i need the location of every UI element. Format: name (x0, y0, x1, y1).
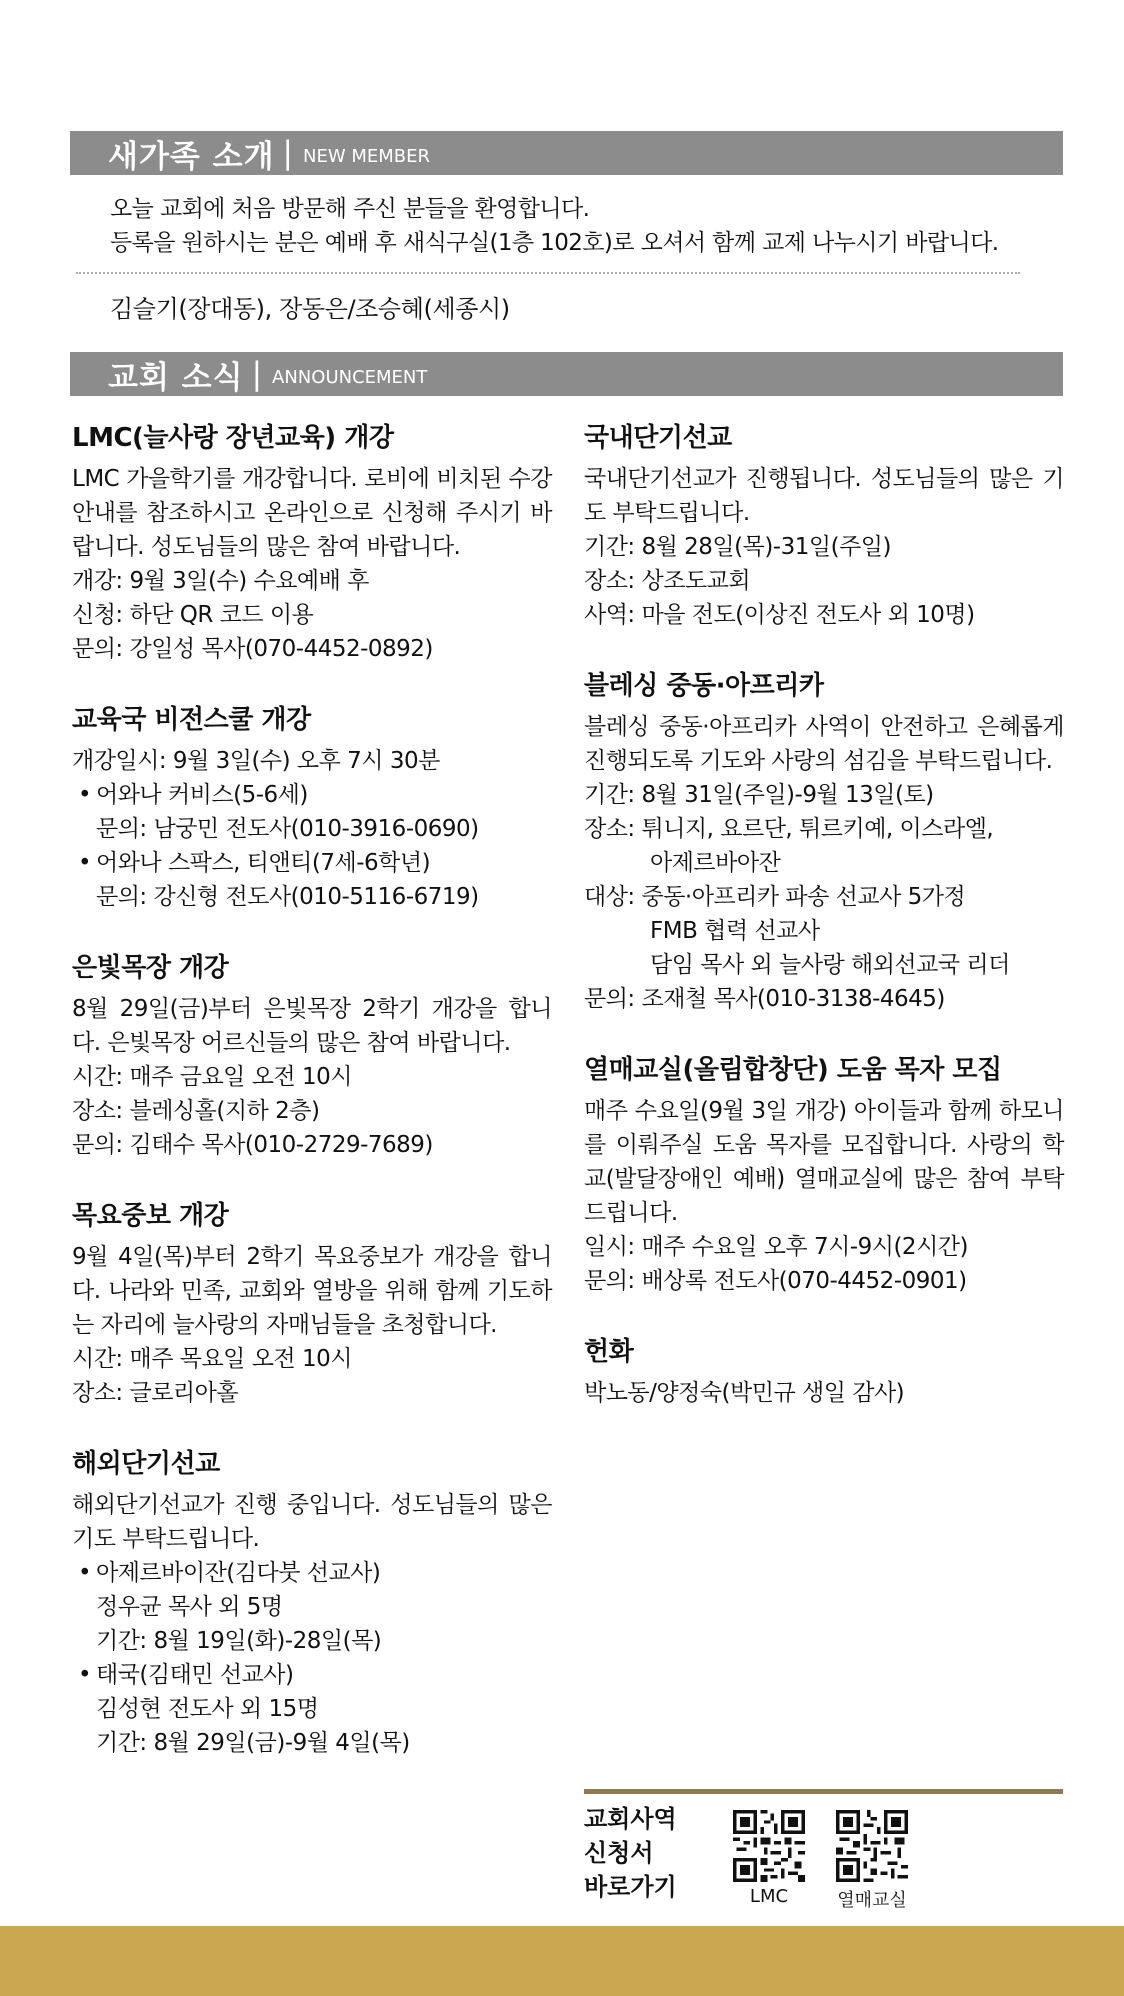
qr-caption: LMC (749, 1886, 789, 1907)
qr-code-icon[interactable] (733, 1810, 805, 1882)
blessing-body: 블레싱 중동·아프리카 사역이 안전하고 은혜롭게 진행되도록 기도와 사랑의 섬김을 부탁드립니다. (584, 714, 1064, 774)
lmc-apply: 신청: 하단 QR 코드 이용 (72, 602, 314, 628)
vision-school-contact: 문의: 남궁민 전도사(010-3916-0690) (96, 816, 479, 842)
domestic-work: 사역: 마을 전도(이상진 전도사 외 10명) (584, 602, 975, 628)
announcement-header (70, 352, 1063, 396)
vision-school-title: 교육국 비전스쿨 개강 (72, 705, 311, 735)
dotted-divider (76, 272, 1020, 274)
announcement-title: 교회 소식 (108, 359, 244, 396)
footer-band (0, 1926, 1124, 1996)
blessing-target-cont: FMB 협력 선교사 (650, 918, 820, 944)
lmc-start: 개강: 9월 3일(수) 수요예배 후 (72, 568, 369, 594)
blessing-contact: 문의: 조재철 목사(010-3138-4645) (584, 986, 945, 1012)
thursday-prayer-notice (72, 1196, 552, 1410)
fruit-class-schedule: 일시: 매주 수요일 오후 7시-9시(2시간) (584, 1234, 968, 1260)
blessing-target-cont: 담임 목사 외 늘사랑 해외선교국 리더 (650, 952, 1010, 978)
qr-label-line: 신청서 (584, 1839, 654, 1867)
fruit-class-title: 열매교실(올림합창단) 도움 목자 모집 (584, 1055, 1002, 1085)
header-separator: | (251, 356, 263, 392)
silver-place: 장소: 블레싱홀(지하 2층) (72, 1098, 320, 1124)
new-member-title-en: NEW MEMBER (302, 145, 431, 167)
blessing-notice (584, 666, 1064, 1016)
left-column (72, 418, 552, 1794)
qr-label (584, 1802, 694, 1904)
domestic-mission-notice (584, 418, 1064, 632)
header-separator: | (282, 135, 293, 171)
thursday-prayer-title: 목요중보 개강 (72, 1201, 229, 1231)
announcement-title-en: ANNOUNCEMENT (272, 366, 428, 388)
domestic-place: 장소: 상조도교회 (584, 568, 751, 594)
overseas-team-members: 정우균 목사 외 5명 (96, 1594, 283, 1620)
blessing-place: 장소: 튀니지, 요르단, 튀르키예, 이스라엘, (584, 816, 994, 842)
overseas-title: 해외단기선교 (72, 1449, 220, 1479)
domestic-title: 국내단기선교 (584, 423, 732, 453)
new-member-title: 새가족 소개 (108, 138, 275, 175)
blessing-place-cont: 아제르바아잔 (650, 850, 781, 876)
offering-title: 헌화 (584, 1337, 634, 1367)
register-text: 등록을 원하시는 분은 예배 후 새식구실(1층 102호)로 오셔서 함께 교제 나누시기 바랍니다. (110, 230, 999, 256)
qr-code-icon[interactable] (836, 1810, 908, 1882)
offering-body: 박노동/양정숙(박민규 생일 감사) (584, 1380, 905, 1406)
welcome-text: 오늘 교회에 처음 방문해 주신 분들을 환영합니다. (110, 196, 590, 222)
blessing-title: 블레싱 중동·아프리카 (584, 671, 824, 701)
overseas-team: • 아제르바이잔(김다붓 선교사) (72, 1556, 552, 1590)
vision-school-notice (72, 700, 552, 914)
silver-contact: 문의: 김태수 목사(010-2729-7689) (72, 1132, 433, 1158)
qr-caption: 열매교실 (837, 1890, 907, 1911)
vision-school-bullet: • 어와나 커비스(5-6세) (72, 778, 552, 812)
vision-school-bullet: • 어와나 스팍스, 티앤티(7세-6학년) (72, 846, 552, 880)
lmc-notice (72, 418, 552, 666)
new-member-header (70, 131, 1063, 175)
lmc-body: LMC 가을학기를 개강합니다. 로비에 비치된 수강 안내를 참조하시고 온라인으로 신청해 주시기 바랍니다. 성도님들의 많은 참여 바랍니다. (72, 466, 552, 560)
vision-school-contact: 문의: 강신형 전도사(010-5116-6719) (96, 884, 479, 910)
lmc-contact: 문의: 강일성 목사(070-4452-0892) (72, 636, 433, 662)
blessing-target: 대상: 중동·아프리카 파송 선교사 5가정 (584, 884, 966, 910)
vision-school-date: 개강일시: 9월 3일(수) 오후 7시 30분 (72, 748, 440, 774)
silver-body: 8월 29일(금)부터 은빛목장 2학기 개강을 합니다. 은빛목장 어르신들의 많은 참여 바랍니다. (72, 996, 552, 1056)
qr-label-line: 바로가기 (584, 1873, 677, 1901)
qr-divider (584, 1789, 1063, 1794)
overseas-team: • 태국(김태민 선교사) (72, 1658, 552, 1692)
offering-notice (584, 1332, 1064, 1410)
thursday-prayer-time: 시간: 매주 목요일 오전 10시 (72, 1346, 352, 1372)
silver-title: 은빛목장 개강 (72, 953, 229, 983)
silver-time: 시간: 매주 금요일 오전 10시 (72, 1064, 352, 1090)
new-member-intro (110, 192, 1050, 260)
overseas-body: 해외단기선교가 진행 중입니다. 성도님들의 많은 기도 부탁드립니다. (72, 1492, 552, 1552)
new-member-names: 김슬기(장대동), 장동은/조승혜(세종시) (110, 295, 510, 323)
right-column (584, 418, 1064, 1444)
overseas-team-period: 기간: 8월 19일(화)-28일(목) (96, 1628, 382, 1654)
qr-label-line: 교회사역 (584, 1805, 677, 1833)
domestic-period: 기간: 8월 28일(목)-31일(주일) (584, 534, 891, 560)
domestic-body: 국내단기선교가 진행됩니다. 성도님들의 많은 기도 부탁드립니다. (584, 466, 1064, 526)
fruit-class-body: 매주 수요일(9월 3일 개강) 아이들과 함께 하모니를 이뤄주실 도움 목자를 모집합니다. 사랑의 학교(발달장애인 예배) 열매교실에 많은 참여 부탁드립니다. (584, 1098, 1064, 1226)
overseas-team-period: 기간: 8월 29일(금)-9월 4일(목) (96, 1730, 410, 1756)
thursday-prayer-place: 장소: 글로리아홀 (72, 1380, 239, 1406)
lmc-title: LMC(늘사랑 장년교육) 개강 (72, 423, 394, 453)
overseas-team-members: 김성현 전도사 외 15명 (96, 1696, 319, 1722)
fruit-class-notice (584, 1050, 1064, 1298)
blessing-period: 기간: 8월 31일(주일)-9월 13일(토) (584, 782, 934, 808)
silver-notice (72, 948, 552, 1162)
overseas-mission-notice (72, 1444, 552, 1760)
fruit-class-contact: 문의: 배상록 전도사(070-4452-0901) (584, 1268, 967, 1294)
thursday-prayer-body: 9월 4일(목)부터 2학기 목요중보가 개강을 합니다. 나라와 민족, 교회와 열방을 위해 함께 기도하는 자리에 늘사랑의 자매님들을 초청합니다. (72, 1244, 552, 1338)
